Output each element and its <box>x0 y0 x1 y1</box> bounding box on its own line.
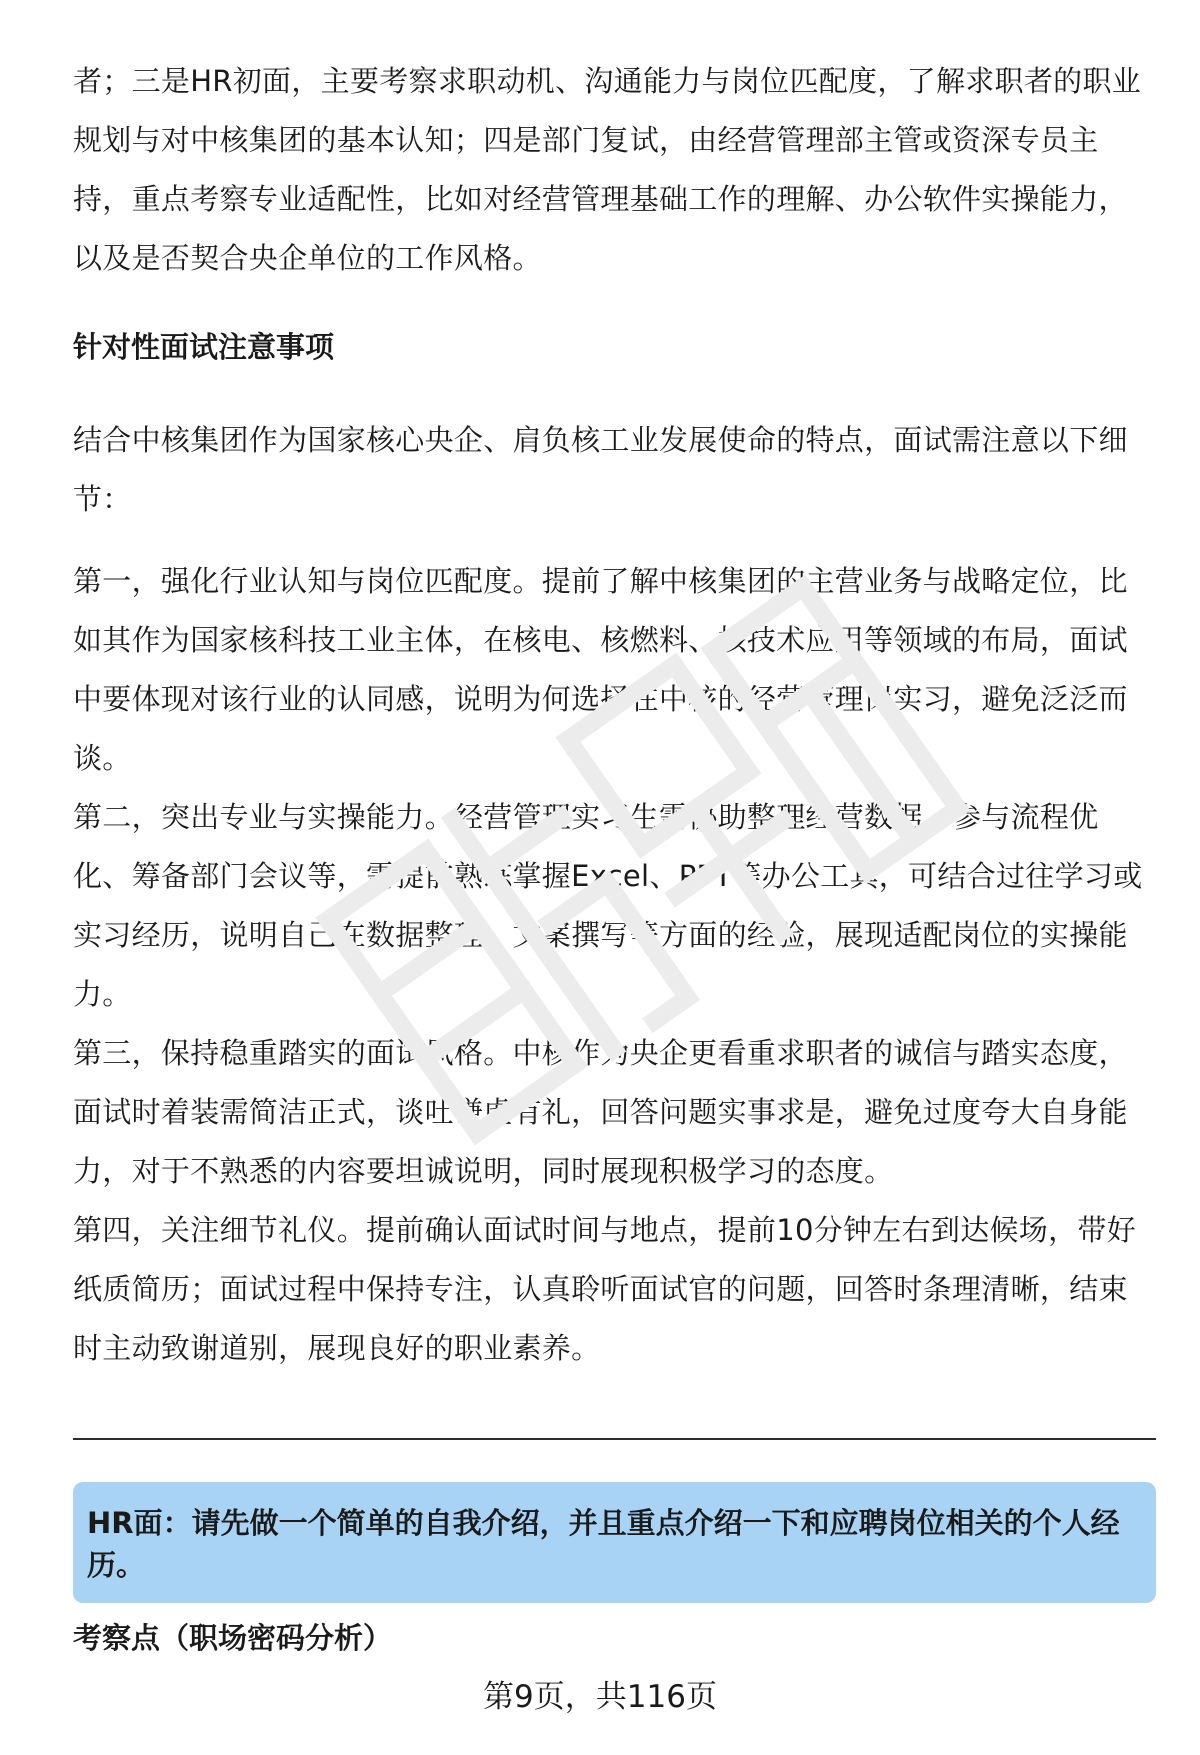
analysis-heading: 考察点（职场密码分析） <box>73 1621 393 1655</box>
points-list <box>73 552 1153 1378</box>
section-intro-paragraph: 结合中核集团作为国家核心央企、肩负核工业发展使命的特点，面试需注意以下细节： <box>73 423 1128 516</box>
point-3: 第三，保持稳重踏实的面试风格。中核作为央企更看重求职者的诚信与踏实态度，面试时着装需简洁正式，谈吐谦虚有礼，回答问题实事求是，避免过度夸大自身能力，对于不熟悉的内容要坦诚说明，同时展现积极学习的态度。 <box>73 1036 1128 1188</box>
point-2: 第二，突出专业与实操能力。经营管理实习生需协助整理经营数据、参与流程优化、筹备部门会议等，需提前熟练掌握Excel、PPT等办公工具，可结合过往学习或实习经历，说明自己在数据整理、文案撰写等方面的经验，展现适配岗位的实操能力。 <box>73 800 1143 1011</box>
section-heading: 针对性面试注意事项 <box>73 330 335 364</box>
page-footer: 第9页，共116页 <box>483 1679 717 1715</box>
intro-paragraph: 者；三是HR初面，主要考察求职动机、沟通能力与岗位匹配度，了解求职者的职业规划与对中核集团的基本认知；四是部门复试，由经营管理部主管或资深专员主持，重点考察专业适配性，比如对经营管理基础工作的理解、办公软件实操能力，以及是否契合央企单位的工作风格。 <box>73 64 1142 275</box>
question-callout: HR面：请先做一个简单的自我介绍，并且重点介绍一下和应聘岗位相关的个人经历。 <box>73 1482 1156 1603</box>
point-4: 第四，关注细节礼仪。提前确认面试时间与地点，提前10分钟左右到达候场，带好纸质简历；面试过程中保持专注，认真聆听面试官的问题，回答时条理清晰，结束时主动致谢道别，展现良好的职业素养。 <box>73 1213 1137 1365</box>
section-divider <box>73 1438 1156 1440</box>
point-1: 第一，强化行业认知与岗位匹配度。提前了解中核集团的主营业务与战略定位，比如其作为国家核科技工业主体，在核电、核燃料、核技术应用等领域的布局，面试中要体现对该行业的认同感，说明为何选择在中核的经营管理岗实习，避免泛泛而谈。 <box>73 564 1128 775</box>
document-page <box>73 52 1153 1365</box>
